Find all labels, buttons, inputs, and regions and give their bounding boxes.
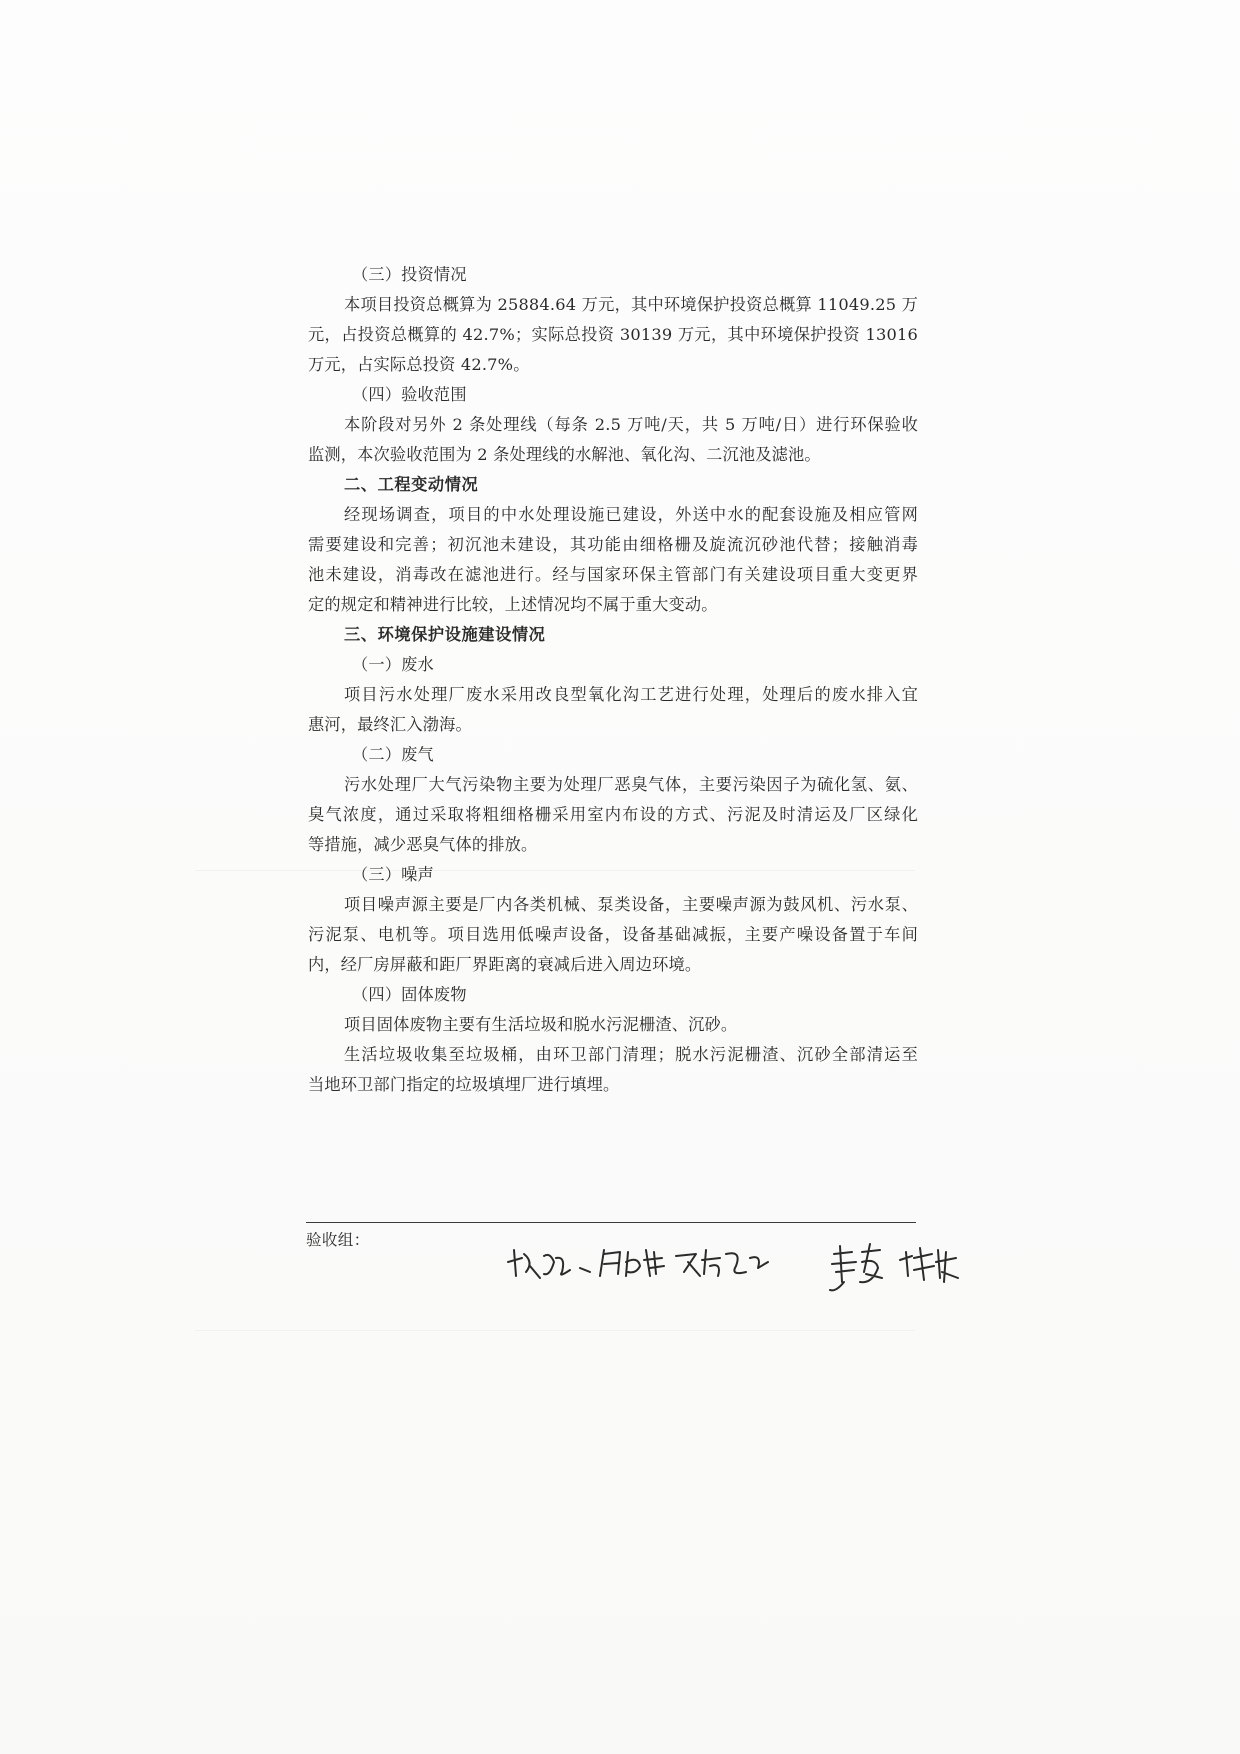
handwritten-signatures [500,1232,1020,1302]
paragraph-line: 监测，本次验收范围为 2 条处理线的水解池、氧化沟、二沉池及滤池。 [308,445,821,464]
heading-project-changes: 二、工程变动情况 [344,475,479,494]
paragraph-line: 万元，占实际总投资 42.7%。 [308,355,530,374]
acceptance-group-label: 验收组： [306,1231,370,1249]
paragraph-line: 惠河，最终汇入渤海。 [308,715,472,734]
subheading-noise: （三）噪声 [352,865,434,884]
heading-environmental-facilities: 三、环境保护设施建设情况 [344,625,546,644]
paragraph-line: 经现场调查，项目的中水处理设施已建设，外送中水的配套设施及相应管网 [344,505,918,524]
paragraph-line: 污水处理厂大气污染物主要为处理厂恶臭气体，主要污染因子为硫化氢、氨、 [344,775,918,794]
paragraph-line: 定的规定和精神进行比较，上述情况均不属于重大变动。 [308,595,718,614]
paragraph-line: 臭气浓度，通过采取将粗细格栅采用室内布设的方式、污泥及时清运及厂区绿化 [308,805,918,824]
subheading-wastewater: （一）废水 [352,655,434,674]
paragraph-line: 本阶段对另外 2 条处理线（每条 2.5 万吨/天，共 5 万吨/日）进行环保验收 [344,415,918,434]
paragraph-line: 池未建设，消毒改在滤池进行。经与国家环保主管部门有关建设项目重大变更界 [308,565,918,584]
paragraph-line: 需要建设和完善；初沉池未建设，其功能由细格栅及旋流沉砂池代替；接触消毒 [308,535,918,554]
subheading-investment: （三）投资情况 [352,265,467,284]
subheading-solid-waste: （四）固体废物 [352,985,467,1004]
subheading-acceptance-scope: （四）验收范围 [352,385,467,404]
paragraph-line: 当地环卫部门指定的垃圾填埋厂进行填埋。 [308,1075,620,1094]
signature-divider [306,1222,916,1223]
document-body [308,260,918,1100]
paragraph-line: 项目污水处理厂废水采用改良型氧化沟工艺进行处理，处理后的废水排入宜 [344,685,918,704]
paragraph-line: 本项目投资总概算为 25884.64 万元，其中环境保护投资总概算 11049.25 万 [344,295,918,314]
paragraph-line: 元，占投资总概算的 42.7%；实际总投资 30139 万元，其中环境保护投资 13016 [308,325,918,344]
paragraph-line: 生活垃圾收集至垃圾桶，由环卫部门清理；脱水污泥栅渣、沉砂全部清运至 [344,1045,918,1064]
paragraph-line: 内，经厂房屏蔽和距厂界距离的衰减后进入周边环境。 [308,955,702,974]
paragraph-line: 等措施，减少恶臭气体的排放。 [308,835,538,854]
scan-artifact [195,1330,915,1331]
paragraph-line: 项目固体废物主要有生活垃圾和脱水污泥栅渣、沉砂。 [344,1015,738,1034]
subheading-waste-gas: （二）废气 [352,745,434,764]
paragraph-line: 污泥泵、电机等。项目选用低噪声设备，设备基础减振，主要产噪设备置于车间 [308,925,918,944]
paragraph-line: 项目噪声源主要是厂内各类机械、泵类设备，主要噪声源为鼓风机、污水泵、 [344,895,918,914]
